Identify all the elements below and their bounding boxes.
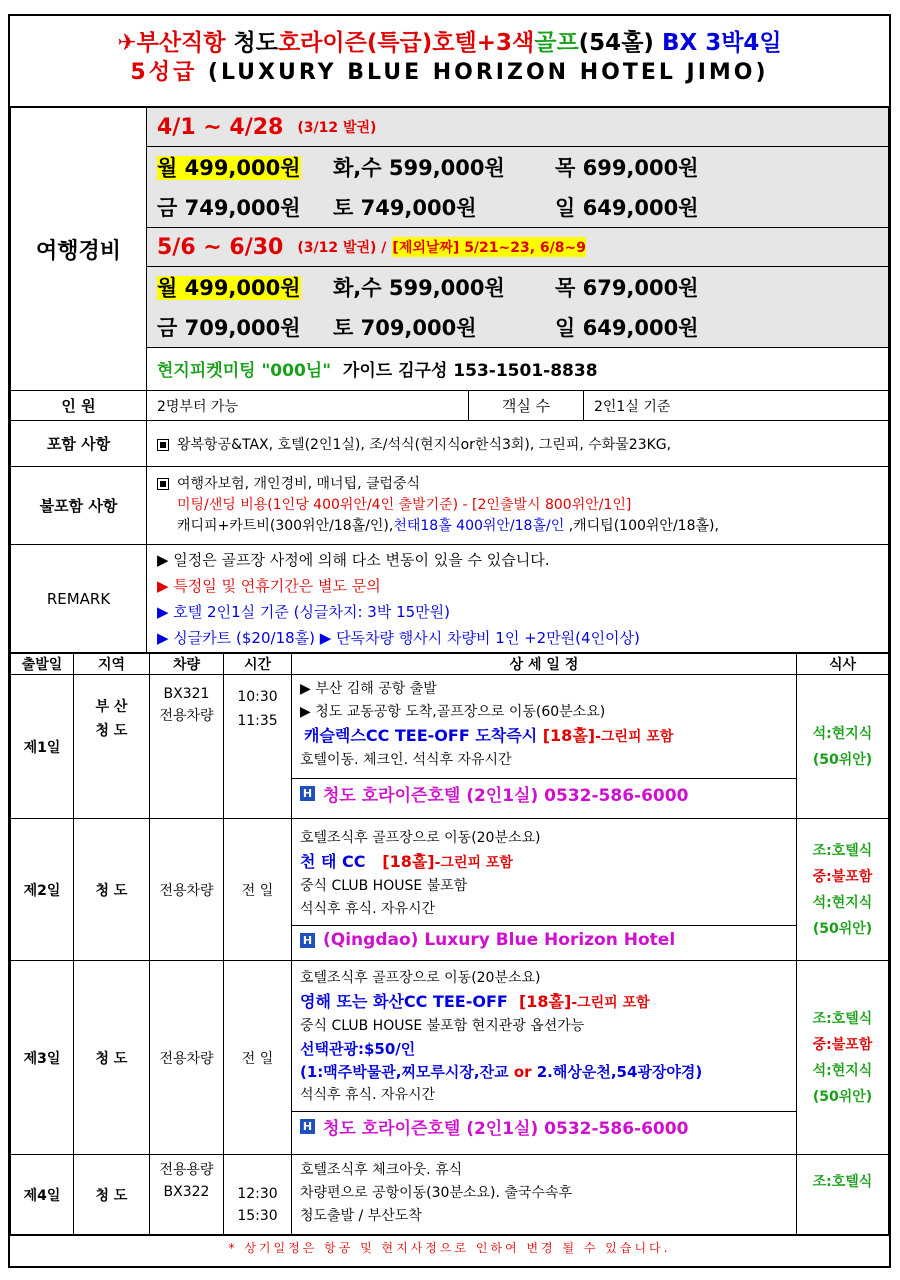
day-2-meals (797, 819, 889, 961)
excluded-line-3-c: ,캐디팁(100위안/18홀), (568, 518, 719, 534)
day-3-meal-dinner: 석:현지식 (812, 1062, 873, 1079)
day-1-car: 전용차량 (159, 708, 214, 724)
p1-thu-price: 목 699,000원 (555, 156, 699, 180)
checkbox-icon (157, 478, 169, 490)
day-3-label: 제3일 (11, 961, 74, 1155)
hotel-icon: H (300, 933, 315, 948)
col-header-date: 출발일 (11, 654, 74, 675)
day-3-meals (797, 961, 889, 1155)
day-4-flight: BX322 (163, 1184, 210, 1200)
guide-meeting: 현지피켓미팅 "000님" (157, 360, 332, 381)
excluded-line-3-b: 천태18홀 400위안/18홀/인 (393, 518, 565, 534)
day-2-hotel (292, 925, 796, 954)
col-header-region: 지역 (74, 654, 150, 675)
title-hotel-name: (LUXURY BLUE HORIZON HOTEL JIMO) (207, 60, 769, 85)
day-3-detail-4: 선택관광:$50/인 (300, 1040, 416, 1058)
people-label: 인 원 (11, 391, 147, 421)
cost-label: 여행경비 (11, 108, 147, 391)
remark-line-2: ▶ 특정일 및 연휴기간은 별도 문의 (157, 576, 381, 595)
p2-fri-price: 금 709,000원 (157, 316, 301, 340)
day-1-time (224, 675, 292, 819)
day-2-meal-breakfast: 조:호텔식 (812, 842, 873, 859)
excluded-label: 불포함 사항 (11, 467, 147, 545)
day-4-detail (292, 1155, 797, 1235)
p1-sun-price: 일 649,000원 (555, 196, 699, 220)
checkbox-icon (157, 439, 169, 451)
day-3-meal-price: (50위안) (812, 1088, 873, 1105)
info-table (10, 107, 889, 653)
day-1-region-2: 청 도 (95, 723, 128, 739)
title-holes: (54홀) (578, 30, 654, 56)
title-golf: 골프 (534, 30, 579, 56)
included-text: 왕복항공&TAX, 호텔(2인1실), 조/석식(현지식or한식3회), 그린피, 수화물23KG, (177, 436, 672, 453)
day-4-region: 청 도 (74, 1155, 150, 1235)
day-4-car: 전용용량 (159, 1162, 214, 1178)
day-2-label: 제2일 (11, 819, 74, 961)
day-4-time (224, 1155, 292, 1235)
p1-sat-price: 토 749,000원 (333, 196, 477, 220)
remark-line-3: ▶ 호텔 2인1실 기준 (싱글차지: 3박 15만원) (157, 602, 450, 621)
period-1-dates: 4/1 ~ 4/28 (157, 114, 284, 140)
day-1-detail-2: ▶ 청도 교동공항 도착,골프장으로 이동(60분소요) (300, 704, 606, 720)
day-3-option-2: 2.해상운천,54광장야경) (536, 1063, 703, 1081)
day-1-hotel (292, 778, 796, 807)
day-1-time-2: 11:35 (237, 713, 278, 729)
day-3-detail-5 (292, 1061, 796, 1084)
day-3-detail-2 (292, 990, 796, 1015)
title-block (10, 16, 889, 107)
day-2-meal-price: (50위안) (812, 920, 873, 937)
schedule-table (10, 653, 889, 1235)
day-4-meals (797, 1155, 889, 1235)
p2-tuewed-price: 화,수 599,000원 (333, 276, 505, 300)
price-box (147, 108, 888, 347)
day-1-detail-4: 호텔이동. 체크인. 석식후 자유시간 (300, 752, 512, 768)
excluded-line-3-a: 캐디피+카트비(300위안/18홀/인), (177, 518, 394, 534)
day-1-region (74, 675, 150, 819)
day-1-time-1: 10:30 (237, 689, 278, 705)
p1-tuewed-price: 화,수 599,000원 (333, 156, 505, 180)
itinerary-sheet (8, 14, 891, 1268)
period-2-excluded: [제외날짜] 5/21~23, 6/8~9 (392, 237, 586, 257)
col-header-detail: 상 세 일 정 (292, 654, 797, 675)
day-3-detail (292, 961, 797, 1155)
period-1-note: (3/12 발권) (297, 120, 377, 136)
period-2-note: (3/12 발권) / (297, 240, 387, 256)
title-city: 청도 (233, 30, 278, 56)
day-4-meal-breakfast: 조:호텔식 (812, 1174, 873, 1190)
p2-sun-price: 일 649,000원 (555, 316, 699, 340)
remark-label: REMARK (11, 545, 147, 653)
included-label: 포함 사항 (11, 421, 147, 467)
excluded-line-3 (157, 516, 888, 537)
excluded-line-1: 여행자보험, 개인경비, 매너팁, 클럽중식 (177, 476, 421, 492)
day-2-detail-4: 석식후 휴식. 자유시간 (300, 901, 436, 917)
day-1-vehicle (150, 675, 224, 819)
day-1-label: 제1일 (11, 675, 74, 819)
day-1-detail (292, 675, 797, 819)
guide-row (147, 347, 888, 388)
title-line-2 (10, 58, 889, 88)
day-3-hotel (292, 1111, 796, 1140)
day-3-vehicle: 전용차량 (150, 961, 224, 1155)
day-3-region: 청 도 (74, 961, 150, 1155)
day-4-time-2: 15:30 (237, 1208, 278, 1224)
day-2-holes: [18홀] (382, 852, 435, 871)
day-2-green-fee: -그린피 포함 (434, 855, 513, 871)
day-2-vehicle: 전용차량 (150, 819, 224, 961)
schedule-row-day-2 (11, 819, 889, 961)
day-2-hotel-text: (Qingdao) Luxury Blue Horizon Hotel (323, 930, 676, 950)
day-1-meals (797, 675, 889, 819)
cost-cell (147, 108, 889, 391)
period-2-dates: 5/6 ~ 6/30 (157, 234, 284, 260)
p2-thu-price: 목 679,000원 (555, 276, 699, 300)
room-value: 2인1실 기준 (584, 391, 889, 421)
title-airline: BX 3박4일 (661, 30, 782, 56)
day-1-golf-course: 캐슬렉스CC TEE-OFF 도착즉시 (304, 726, 538, 745)
day-4-detail-1: 호텔조식후 체크아웃. 휴식 (300, 1162, 463, 1178)
day-1-green-fee: -그린피 포함 (595, 729, 674, 745)
schedule-row-day-3 (11, 961, 889, 1155)
day-4-time-1: 12:30 (237, 1186, 278, 1202)
remark-line-1: ▶ 일정은 골프장 사정에 의해 다소 변동이 있을 수 있습니다. (157, 550, 550, 569)
day-4-detail-3: 청도출발 / 부산도착 (300, 1208, 422, 1224)
title-hotel-grade: 호라이즌(특급) (277, 30, 433, 56)
p2-sat-price: 토 709,000원 (333, 316, 477, 340)
title-star-rating: 5성급 (130, 60, 198, 85)
people-value: 2명부터 가능 (147, 391, 469, 421)
p1-mon-price: 월 499,000원 (157, 156, 301, 180)
schedule-row-day-1 (11, 675, 889, 819)
excluded-line-2: 미팅/샌딩 비용(1인당 400위안/4인 출발기준) - [2인출발시 800위안/1인] (177, 497, 632, 513)
day-3-hotel-text: 청도 호라이즌호텔 (2인1실) 0532-586-6000 (323, 1118, 689, 1139)
hotel-icon: H (300, 786, 315, 801)
day-2-time: 전 일 (224, 819, 292, 961)
day-3-time: 전 일 (224, 961, 292, 1155)
day-3-option-or: or (513, 1063, 532, 1081)
day-1-region-1: 부 산 (95, 699, 128, 715)
day-1-detail-1: ▶ 부산 김해 공항 출발 (300, 681, 437, 697)
hotel-icon: H (300, 1119, 315, 1134)
day-3-meal-breakfast: 조:호텔식 (812, 1010, 873, 1027)
day-3-option-1: (1:맥주박물관,찌모루시장,잔교 (300, 1063, 509, 1081)
day-1-meal-price: (50위안) (812, 751, 873, 768)
remark-cell (147, 545, 889, 653)
period-2-row (147, 227, 888, 266)
p1-fri-price: 금 749,000원 (157, 196, 301, 220)
period-1-prices-row-2 (147, 187, 888, 227)
day-4-detail-2: 차량편으로 공항이동(30분소요). 출국수속후 (300, 1185, 572, 1201)
footer-notice: * 상기일정은 항공 및 현지사정으로 인하여 변경 될 수 있습니다. (10, 1235, 889, 1260)
title-line-1 (10, 16, 889, 58)
day-1-detail-3 (292, 724, 796, 749)
day-3-green-fee: -그린피 포함 (571, 995, 650, 1011)
p2-mon-price: 월 499,000원 (157, 276, 301, 300)
day-2-meal-lunch: 중:불포함 (812, 868, 873, 885)
col-header-vehicle: 차량 (150, 654, 224, 675)
day-2-region: 청 도 (74, 819, 150, 961)
day-3-detail-1: 호텔조식후 골프장으로 이동(20분소요) (300, 970, 541, 986)
day-2-detail-2 (292, 850, 796, 875)
col-header-meal: 식사 (797, 654, 889, 675)
day-4-label: 제4일 (11, 1155, 74, 1235)
day-2-detail-3: 중식 CLUB HOUSE 불포함 (300, 878, 468, 894)
day-3-meal-lunch: 중:불포함 (812, 1036, 873, 1053)
room-label: 객실 수 (469, 391, 584, 421)
day-2-meal-dinner: 석:현지식 (812, 894, 873, 911)
day-1-meal-dinner: 석:현지식 (812, 725, 873, 742)
included-cell (147, 421, 889, 467)
day-1-hotel-text: 청도 호라이즌호텔 (2인1실) 0532-586-6000 (323, 785, 689, 806)
day-4-vehicle (150, 1155, 224, 1235)
day-3-detail-3: 중식 CLUB HOUSE 불포함 현지관광 옵션가능 (300, 1018, 585, 1034)
title-hotel-plus: 호텔+3색 (432, 30, 535, 56)
schedule-row-day-4 (11, 1155, 889, 1235)
day-2-golf-course: 천 태 CC (300, 852, 366, 871)
period-1-prices-row-1 (147, 146, 888, 187)
col-header-time: 시간 (224, 654, 292, 675)
day-1-flight: BX321 (163, 686, 210, 702)
day-2-detail-1: 호텔조식후 골프장으로 이동(20분소요) (300, 830, 541, 846)
day-3-holes: [18홀] (518, 992, 572, 1011)
day-2-detail (292, 819, 797, 961)
guide-contact: 가이드 김구성 153-1501-8838 (342, 360, 598, 381)
excluded-cell (147, 467, 889, 545)
period-2-prices-row-2 (147, 307, 888, 347)
remark-line-4: ▶ 싱글카트 ($20/18홀) ▶ 단독차량 행사시 차량비 1인 +2만원(4인이상) (157, 628, 640, 647)
title-departure: ✈부산직항 (117, 30, 226, 56)
day-3-golf-course: 영해 또는 화산CC TEE-OFF (300, 992, 508, 1011)
period-1-row (147, 108, 888, 146)
day-1-holes: [18홀] (542, 726, 596, 745)
day-3-detail-6: 석식후 휴식. 자유시간 (300, 1087, 436, 1103)
period-2-prices-row-1 (147, 266, 888, 307)
